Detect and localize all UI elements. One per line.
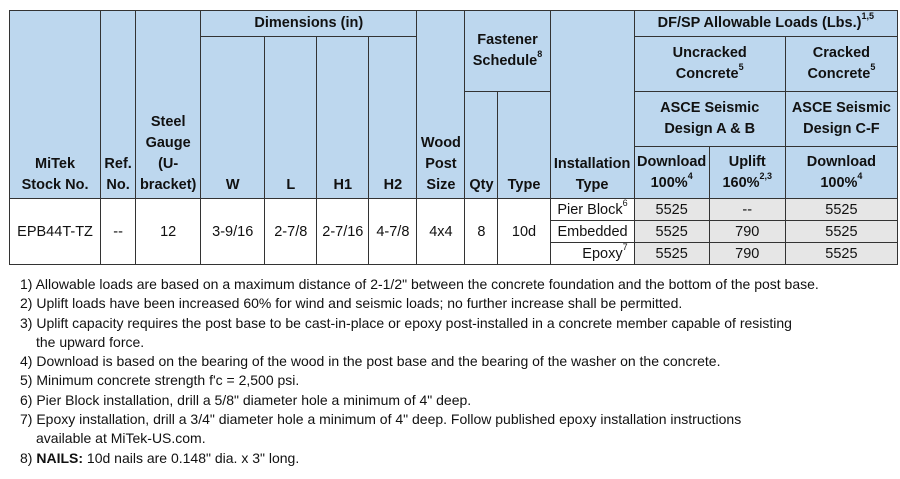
header-installation-type: Installation Type [550,11,634,199]
cell-l: 2-7/8 [265,199,317,265]
cell-stock-no: EPB44T-TZ [10,199,101,265]
cell-qty: 8 [465,199,498,265]
header-dim-h2: H2 [369,37,417,199]
table-row [10,199,898,221]
footnote-3-continued: the upward force. [36,333,145,350]
footnote-7: 7) Epoxy installation, drill a 3/4" diameter hole a minimum of 4" deep. Follow published epoxy installation instructions [20,411,742,428]
footnote-8-text: 10d nails are 0.148" dia. x 3" long. [83,449,300,466]
footnote-6: 6) Pier Block installation, drill a 5/8" diameter hole a minimum of 4" deep. [20,391,472,408]
cell-download-uncracked: 5525 [634,199,709,221]
header-qty: Qty [465,92,498,199]
cell-download-cracked: 5525 [785,199,897,221]
header-asce-ab: ASCE Seismic Design A & B [634,92,785,147]
cell-h2: 4-7/8 [369,199,417,265]
cell-w: 3-9/16 [201,199,265,265]
header-dim-w: W [201,37,265,199]
header-ref-no: Ref. No. [101,11,136,199]
cell-download-uncracked: 5525 [634,243,709,265]
header-download-uncracked: Download 100%$^4$ [634,147,709,199]
cell-ref-no: -- [101,199,136,265]
cell-installation-pier-block: Pier Block$^6$ [550,199,634,221]
header-uplift: Uplift 160%$^{2,3}$ [709,147,785,199]
footnote-8-label: NAILS: [36,449,84,466]
header-fastener-schedule: Fastener Schedule$^8$ [465,11,550,92]
header-dimensions: Dimensions (in) [201,11,417,37]
footnotes [20,275,890,468]
header-asce-cf: ASCE Seismic Design C-F [785,92,897,147]
header-dim-h1: H1 [317,37,369,199]
footnote-5: 5) Minimum concrete strength f'c = 2,500 psi. [20,372,300,389]
footnote-3: 3) Uplift capacity requires the post base to be cast-in-place or epoxy post-installed in a concrete member capable of resisting [20,314,792,331]
cell-download-cracked: 5525 [785,243,897,265]
header-stock-no: MiTek Stock No. [10,11,101,199]
footnote-4: 4) Download is based on the bearing of the wood in the post base and the bearing of the washer on the concrete. [20,353,721,370]
footnote-8-number: 8) [20,449,37,466]
footnote-8 [20,449,890,468]
footnote-7-continued: available at MiTek-US.com. [36,430,206,447]
cell-installation-embedded: Embedded [550,221,634,243]
cell-uplift: 790 [709,221,785,243]
cell-steel-gauge: 12 [136,199,201,265]
header-wood-post-size: Wood Post Size [417,11,465,199]
load-table [9,10,898,265]
header-uncracked-concrete: Uncracked Concrete$^5$ [634,37,785,92]
cell-download-uncracked: 5525 [634,221,709,243]
cell-uplift: -- [709,199,785,221]
footnote-2: 2) Uplift loads have been increased 60% for wind and seismic loads; no further increase shall be permitted. [20,295,683,312]
header-allowable-loads: DF/SP Allowable Loads $(Lbs.)^{1,5}$ [634,11,897,37]
cell-type: 10d [498,199,550,265]
cell-installation-epoxy: Epoxy$^7$ [550,243,634,265]
header-download-cracked: Download 100%$^4$ [785,147,897,199]
header-steel-gauge: Steel Gauge (U- bracket) [136,11,201,199]
cell-download-cracked: 5525 [785,221,897,243]
cell-h1: 2-7/16 [317,199,369,265]
cell-wood-post-size: 4x4 [417,199,465,265]
cell-uplift: 790 [709,243,785,265]
footnote-1: 1) Allowable loads are based on a maximum distance of 2-1/2" between the concrete foundation and the bottom of the post base. [20,276,819,292]
header-dim-l: L [265,37,317,199]
header-cracked-concrete: Cracked Concrete$^5$ [785,37,897,92]
header-type: Type [498,92,550,199]
